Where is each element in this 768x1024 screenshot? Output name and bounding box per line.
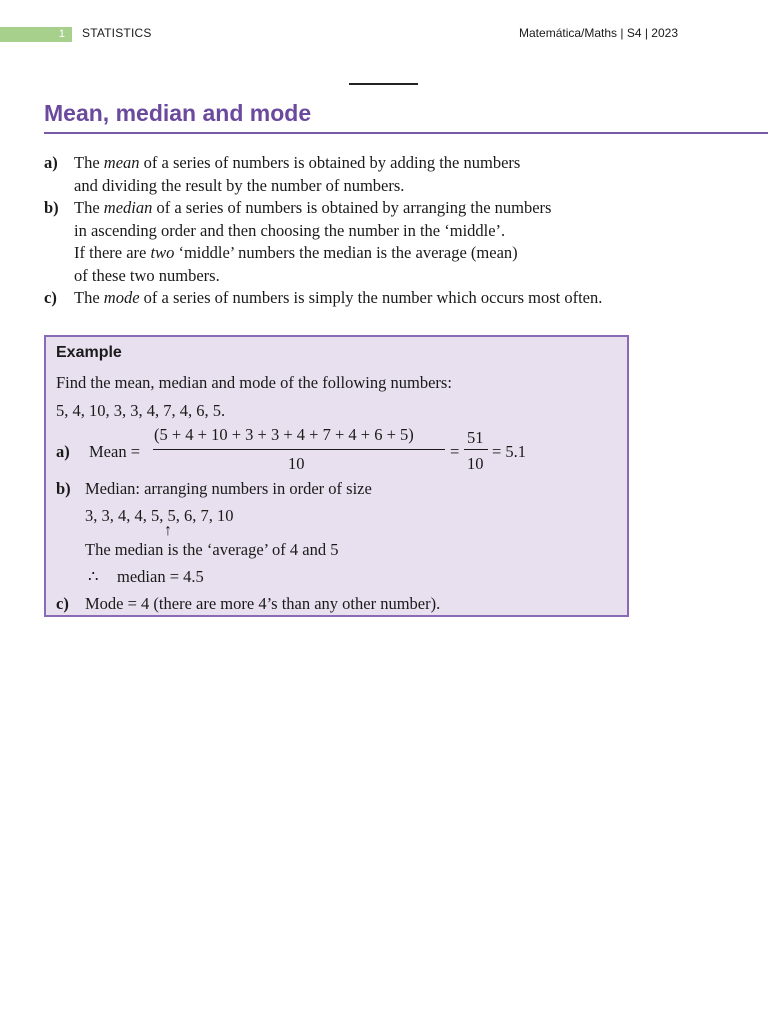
defined-term: mode <box>103 288 140 307</box>
fraction2-denominator: 10 <box>467 454 484 473</box>
definition-text <box>74 287 744 310</box>
sum-expression: (5 + 4 + 10 + 3 + 3 + 4 + 7 + 4 + 6 + 5) <box>154 425 414 444</box>
example-prompt: Find the mean, median and mode of the following numbers: <box>56 373 452 392</box>
defined-term: two <box>150 243 175 262</box>
definition-median <box>44 197 744 287</box>
part-a-label: a) <box>56 442 70 461</box>
definition-line: The mode of a series of numbers is simply the number which occurs most often. <box>74 288 603 307</box>
definition-line: If there are two ‘middle’ numbers the median is the average (mean) <box>74 243 518 262</box>
decorative-rule <box>349 83 418 85</box>
fraction-bar <box>153 449 445 450</box>
definition-line: in ascending order and then choosing the number in the ‘middle’. <box>74 220 506 240</box>
defined-term: median <box>103 198 153 217</box>
example-box <box>44 335 629 617</box>
defined-term: mean <box>103 153 140 172</box>
definition-line: and dividing the result by the number of numbers. <box>74 175 405 195</box>
definition-label: c) <box>44 288 57 307</box>
mode-result: Mode = 4 (there are more 4’s than any other number). <box>85 594 441 613</box>
definition-line: The mean of a series of numbers is obtained by adding the numbers <box>74 153 521 172</box>
median-explanation: The median is the ‘average’ of 4 and 5 <box>85 540 339 559</box>
mean-denominator: 10 <box>288 454 305 473</box>
course-info: Matemática/Maths | S4 | 2023 <box>519 26 678 40</box>
page-number: 1 <box>0 27 72 42</box>
title-underline <box>44 132 768 134</box>
definition-text <box>74 152 744 197</box>
median-intro: Median: arranging numbers in order of size <box>85 479 372 498</box>
fraction2-bar <box>464 449 488 450</box>
example-heading: Example <box>56 344 122 361</box>
definition-mode <box>44 287 744 310</box>
definition-label: b) <box>44 198 59 217</box>
mean-prefix: Mean = <box>89 442 140 461</box>
therefore-symbol: ∴ <box>88 567 99 586</box>
page-title: Mean, median and mode <box>44 100 312 126</box>
definition-line: of these two numbers. <box>74 265 220 285</box>
definitions-list <box>44 152 744 310</box>
mean-numerator <box>154 425 414 445</box>
part-c-label: c) <box>56 594 69 613</box>
definition-mean <box>44 152 744 197</box>
definition-line: The median of a series of numbers is obtained by arranging the numbers <box>74 198 552 217</box>
definition-text <box>74 197 744 287</box>
up-arrow-icon: ↑ <box>164 522 172 539</box>
example-numbers: 5, 4, 10, 3, 3, 4, 7, 4, 6, 5. <box>56 401 226 420</box>
median-result: median = 4.5 <box>117 567 204 586</box>
section-name: STATISTICS <box>82 26 152 40</box>
page-header <box>0 0 768 50</box>
part-b-label: b) <box>56 479 71 498</box>
fraction2-numerator: 51 <box>467 428 484 447</box>
definition-label: a) <box>44 153 58 172</box>
sorted-numbers: 3, 3, 4, 4, 5, 5, 6, 7, 10 <box>85 506 234 525</box>
equals-sign: = <box>450 442 460 461</box>
mean-result: = 5.1 <box>492 442 527 461</box>
